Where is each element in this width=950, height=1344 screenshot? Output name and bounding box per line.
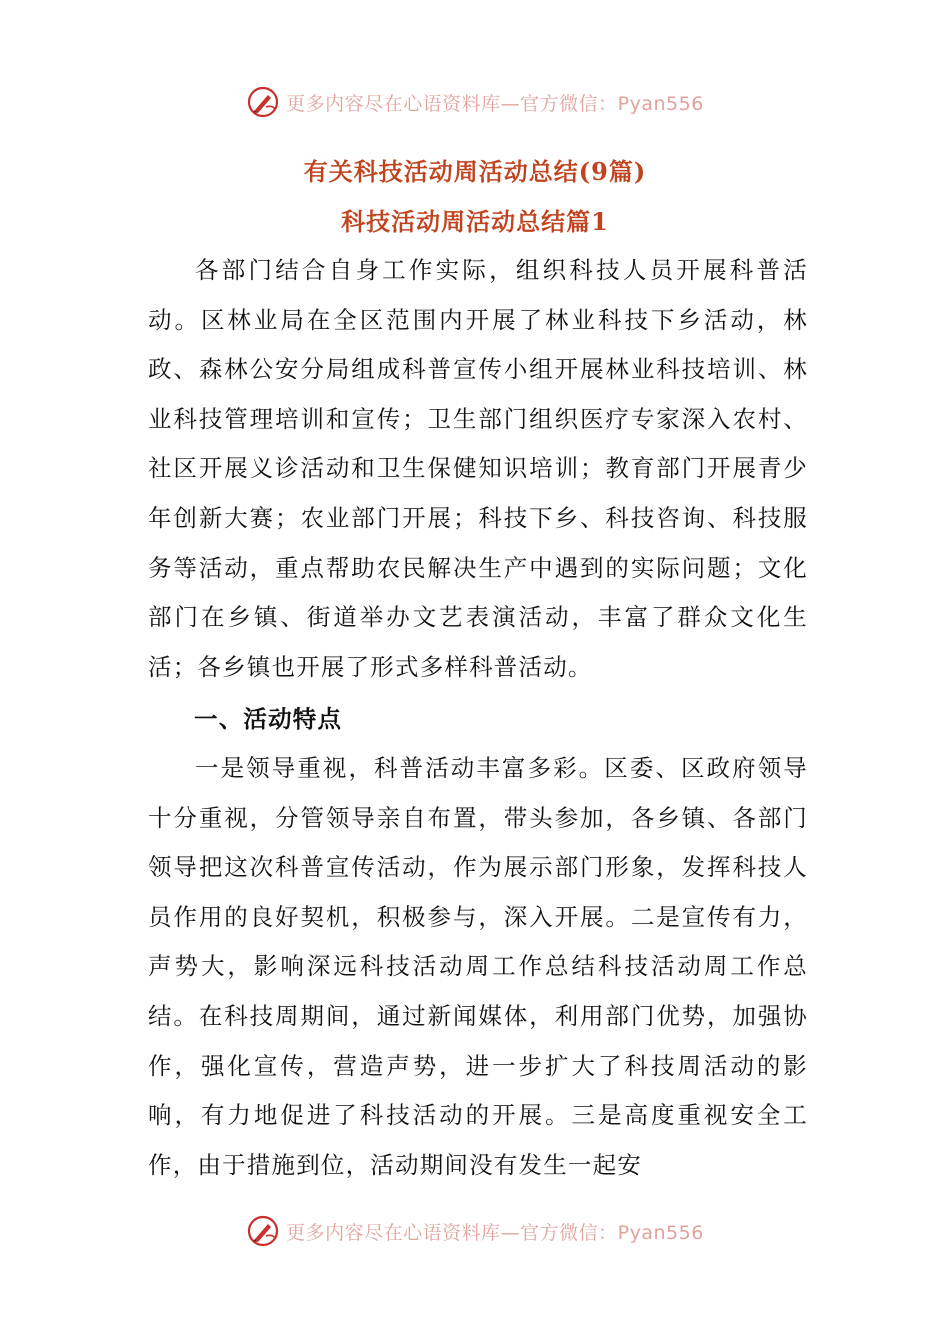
watermark-text: 更多内容尽在心语资料库—官方微信：Pyan556 xyxy=(286,92,704,115)
pen-circle-logo-icon xyxy=(246,1214,280,1248)
document-subtitle: 科技活动周活动总结篇1 xyxy=(341,207,609,236)
body-paragraph-2: 一是领导重视，科普活动丰富多彩。区委、区政府领导十分重视，分管领导亲自布置，带头参加，各乡镇、各部门领导把这次科普宣传活动，作为展示部门形象，发挥科技人员作用的良好契机，积极参与，深入开展。二是宣传有力，声势大，影响深远科技活动周工作总结科技活动周工作总结。在科技周期间，通过新闻媒体，利用部门优势，加强协作，强化宣传，营造声势，进一步扩大了科技周活动的影响，有力地促进了科技活动的开展。三是高度重视安全工作，由于措施到位，活动期间没有发生一起安 xyxy=(148,754,808,1179)
footer-watermark-banner xyxy=(0,1211,950,1251)
document-title: 有关科技活动周活动总结(9篇) xyxy=(303,157,647,186)
header-watermark-banner xyxy=(0,82,950,122)
section-heading-activity-features: 一、活动特点 xyxy=(194,705,343,733)
body-paragraph-1: 各部门结合自身工作实际，组织科技人员开展科普活动。区林业局在全区范围内开展了林业科技下乡活动，林政、森林公安分局组成科普宣传小组开展林业科技培训、林业科技管理培训和宣传；卫生部门组织医疗专家深入农村、社区开展义诊活动和卫生保健知识培训；教育部门开展青少年创新大赛；农业部门开展；科技下乡、科技咨询、科技服务等活动，重点帮助农民解决生产中遇到的实际问题；文化部门在乡镇、街道举办文艺表演活动，丰富了群众文化生活；各乡镇也开展了形式多样科普活动。 xyxy=(148,256,808,681)
watermark-text: 更多内容尽在心语资料库—官方微信：Pyan556 xyxy=(286,1221,704,1244)
pen-circle-logo-icon xyxy=(246,85,280,119)
